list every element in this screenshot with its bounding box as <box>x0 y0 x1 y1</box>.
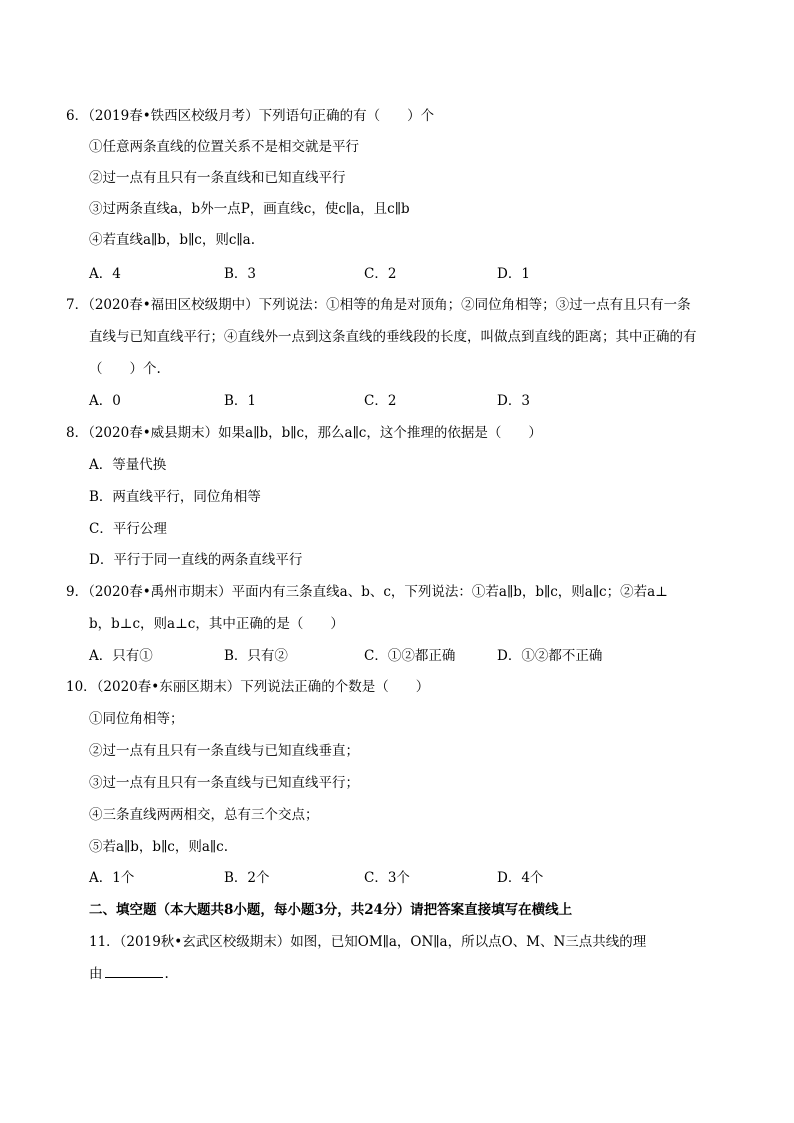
question-9-stem-line-2: b，b⊥c，则a⊥c，其中正确的是（ ） <box>89 616 344 632</box>
question-11-stem-line-2 <box>89 962 169 982</box>
question-9-option-a: A．只有① <box>89 648 153 664</box>
question-6-option-c: C．2 <box>364 266 397 282</box>
question-11-stem-line-1: 11．（2019秋•玄武区校级期末）如图，已知OM∥a，ON∥a，所以点O、M、N三点共线的理 <box>89 934 647 950</box>
question-6-item-3: ③过两条直线a，b外一点P，画直线c，使c∥a，且c∥b <box>89 201 410 217</box>
question-10-option-b: B．2个 <box>224 870 270 886</box>
question-7-stem-line-2: 直线与已知直线平行；④直线外一点到这条直线的垂线段的长度，叫做点到直线的距离；其中正确的有 <box>89 329 697 345</box>
question-10-item-4: ④三条直线两两相交，总有三个交点； <box>89 807 319 823</box>
section-2-heading: 二、填空题（本大题共8小题，每小题3分，共24分）请把答案直接填写在横线上 <box>89 902 573 918</box>
question-8-option-d: D．平行于同一直线的两条直线平行 <box>89 552 303 568</box>
question-6-item-1: ①任意两条直线的位置关系不是相交就是平行 <box>89 139 359 155</box>
question-10-option-c: C．3个 <box>364 870 410 886</box>
question-7-option-a: A．0 <box>89 393 121 409</box>
question-10-item-5: ⑤若a∥b，b∥c，则a∥c. <box>89 839 229 855</box>
question-10-option-a: A．1个 <box>89 870 135 886</box>
question-7-option-d: D．3 <box>497 393 530 409</box>
question-9-option-d: D．①②都不正确 <box>497 648 603 664</box>
question-11-prefix: 由 <box>89 966 103 982</box>
question-6-item-4: ④若直线a∥b，b∥c，则c∥a. <box>89 232 256 248</box>
answer-blank[interactable] <box>105 965 163 978</box>
question-10-item-3: ③过一点有且只有一条直线与已知直线平行； <box>89 775 359 791</box>
question-8-option-a: A．等量代换 <box>89 457 167 473</box>
question-8-stem: 8．（2020春•威县期末）如果a∥b，b∥c，那么a∥c，这个推理的依据是（ ） <box>66 425 542 441</box>
question-6-item-2: ②过一点有且只有一条直线和已知直线平行 <box>89 170 346 186</box>
question-6-stem: 6．（2019春•铁西区校级月考）下列语句正确的有（ ）个 <box>66 108 435 124</box>
question-6-option-b: B．3 <box>224 266 257 282</box>
question-9-option-b: B．只有② <box>224 648 288 664</box>
question-7-option-c: C．2 <box>364 393 397 409</box>
question-7-stem-line-3: （ ）个. <box>89 361 161 377</box>
question-8-option-b: B．两直线平行，同位角相等 <box>89 489 261 505</box>
question-9-stem-line-1: 9．（2020春•禹州市期末）平面内有三条直线a、b、c，下列说法：①若a∥b，b∥c，则a∥c；②若a⊥ <box>66 584 668 600</box>
question-6-option-d: D．1 <box>497 266 530 282</box>
question-8-option-c: C．平行公理 <box>89 521 167 537</box>
question-7-option-b: B．1 <box>224 393 257 409</box>
question-10-item-1: ①同位角相等； <box>89 711 184 727</box>
question-11-suffix: . <box>164 966 169 982</box>
question-9-option-c: C．①②都正确 <box>364 648 456 664</box>
question-10-stem: 10．（2020春•东丽区期末）下列说法正确的个数是（ ） <box>66 679 430 695</box>
question-6-option-a: A．4 <box>89 266 121 282</box>
question-10-item-2: ②过一点有且只有一条直线与已知直线垂直； <box>89 743 359 759</box>
question-10-option-d: D．4个 <box>497 870 544 886</box>
question-7-stem-line-1: 7．（2020春•福田区校级期中）下列说法：①相等的角是对顶角；②同位角相等；③过一点有且只有一条 <box>66 297 691 313</box>
